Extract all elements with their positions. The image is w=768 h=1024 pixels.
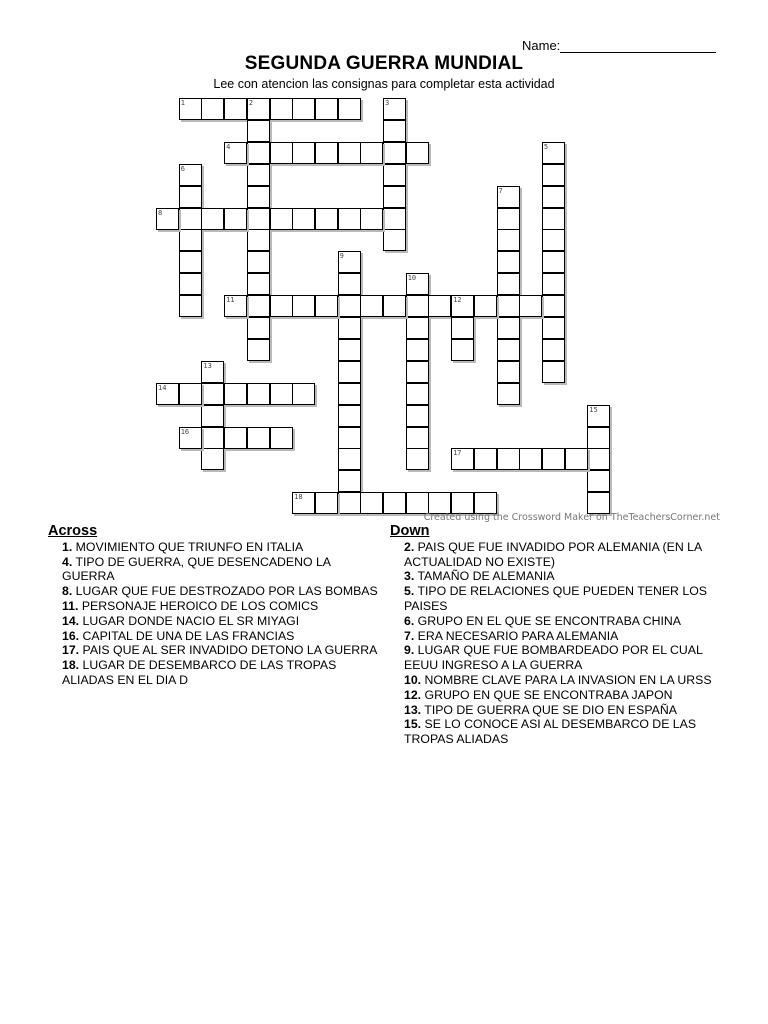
clue-number: 14. (62, 613, 80, 628)
across-clue (48, 614, 378, 629)
crossword-cell[interactable] (497, 317, 520, 339)
crossword-cell[interactable] (224, 98, 247, 120)
crossword-cell[interactable] (338, 273, 361, 295)
crossword-cell[interactable] (315, 295, 338, 317)
down-clue (390, 717, 720, 747)
clue-text: TAMAÑO DE ALEMANIA (414, 569, 555, 584)
clue-number: 13. (404, 702, 422, 717)
clue-text: LUGAR DONDE NACIO EL SR MIYAGI (79, 613, 300, 628)
cell-number: 9 (339, 252, 344, 261)
crossword-cell[interactable] (519, 295, 542, 317)
crossword-cell[interactable] (451, 295, 474, 317)
down-clue (390, 540, 720, 570)
crossword-cell[interactable] (338, 470, 361, 492)
crossword-cell[interactable] (406, 492, 429, 514)
crossword-cell[interactable] (497, 251, 520, 273)
down-clue (390, 584, 720, 614)
clue-text: LUGAR QUE FUE DESTROZADO POR LAS BOMBAS (72, 584, 378, 599)
cell-number: 11 (226, 296, 235, 305)
crossword-cell[interactable] (292, 492, 315, 514)
clue-number: 16. (62, 628, 80, 643)
cell-number: 2 (248, 99, 254, 107)
crossword-cell[interactable] (587, 470, 610, 492)
crossword-cell[interactable] (292, 295, 315, 317)
crossword-cell[interactable] (201, 383, 224, 405)
crossword-cell[interactable] (179, 186, 202, 208)
cell-number: 7 (498, 186, 503, 195)
crossword-cell[interactable] (406, 405, 429, 427)
crossword-cell[interactable] (383, 142, 406, 164)
crossword-cell[interactable] (247, 142, 270, 164)
crossword-cell[interactable] (315, 98, 338, 120)
across-clue (48, 584, 378, 599)
crossword-cell[interactable] (383, 208, 406, 230)
crossword-cell[interactable] (156, 208, 179, 230)
crossword-cell[interactable] (406, 339, 429, 361)
crossword-cell[interactable] (179, 427, 202, 449)
down-heading: Down (390, 523, 430, 539)
crossword-cell[interactable] (179, 164, 202, 186)
clue-number: 7. (404, 628, 415, 643)
crossword-cell[interactable] (247, 229, 270, 251)
crossword-cell[interactable] (201, 405, 224, 427)
crossword-cell[interactable] (270, 142, 293, 164)
crossword-cell[interactable] (292, 142, 315, 164)
cell-number: 3 (385, 99, 390, 107)
crossword-cell[interactable] (270, 295, 293, 317)
crossword-cell[interactable] (542, 142, 565, 164)
crossword-cell[interactable] (497, 448, 520, 470)
cell-number: 5 (543, 142, 549, 151)
across-clues (48, 524, 378, 688)
crossword-cell[interactable] (247, 251, 270, 273)
crossword-cell[interactable] (474, 295, 497, 317)
crossword-cell[interactable] (497, 229, 520, 251)
clue-number: 15. (404, 717, 422, 732)
crossword-cell[interactable] (338, 492, 361, 514)
crossword-cell[interactable] (360, 142, 383, 164)
clue-number: 1. (62, 539, 73, 554)
across-clue (48, 643, 378, 658)
crossword-cell[interactable] (247, 339, 270, 361)
clue-text: GRUPO EN EL QUE SE ENCONTRABA CHINA (414, 613, 681, 628)
crossword-cell[interactable] (497, 273, 520, 295)
down-clue (390, 703, 720, 718)
crossword-cell[interactable] (383, 492, 406, 514)
across-heading: Across (48, 523, 98, 539)
crossword-cell[interactable] (292, 208, 315, 230)
clue-text: TIPO DE GUERRA, QUE DESENCADENO LA GUERRA (62, 554, 331, 584)
crossword-cell[interactable] (201, 427, 224, 449)
clue-number: 12. (404, 687, 422, 702)
crossword-cell[interactable] (451, 317, 474, 339)
crossword-cell[interactable] (587, 492, 610, 514)
crossword-cell[interactable] (497, 361, 520, 383)
cell-number: 14 (158, 383, 167, 392)
crossword-cell[interactable] (315, 208, 338, 230)
crossword-cell[interactable] (224, 427, 247, 449)
clue-number: 17. (62, 643, 80, 658)
cell-number: 4 (226, 142, 231, 151)
clue-text: TIPO DE GUERRA QUE SE DIO EN ESPAÑA (421, 702, 677, 717)
crossword-cell[interactable] (247, 317, 270, 339)
across-clue (48, 555, 378, 585)
cell-number: 13 (203, 361, 212, 370)
down-clue (390, 643, 720, 673)
crossword-cell[interactable] (338, 405, 361, 427)
crossword-cell[interactable] (406, 295, 429, 317)
crossword-cell[interactable] (542, 164, 565, 186)
crossword-cell[interactable] (292, 383, 315, 405)
crossword-cell[interactable] (428, 295, 451, 317)
clue-text: LUGAR QUE FUE BOMBARDEADO POR EL CUAL EEUU INGRESO A LA GUERRA (404, 643, 703, 673)
crossword-cell[interactable] (224, 208, 247, 230)
crossword-cell[interactable] (179, 251, 202, 273)
crossword-cell[interactable] (270, 208, 293, 230)
cell-number: 10 (407, 274, 417, 283)
crossword-cell[interactable] (383, 98, 406, 120)
crossword-cell[interactable] (497, 208, 520, 230)
crossword-cell[interactable] (406, 448, 429, 470)
crossword-cell[interactable] (179, 295, 202, 317)
crossword-cell[interactable] (270, 383, 293, 405)
crossword-cell[interactable] (179, 273, 202, 295)
crossword-cell[interactable] (224, 295, 247, 317)
clue-text: PERSONAJE HEROICO DE LOS COMICS (78, 598, 319, 613)
crossword-cell[interactable] (179, 208, 202, 230)
clue-text: SE LO CONOCE ASI AL DESEMBARCO DE LAS TROPAS ALIADAS (404, 717, 697, 747)
cell-number: 1 (180, 99, 185, 107)
crossword-cell[interactable] (383, 295, 406, 317)
crossword-cell[interactable] (315, 142, 338, 164)
crossword-cell[interactable] (338, 142, 361, 164)
crossword-cell[interactable] (247, 164, 270, 186)
crossword-cell[interactable] (247, 186, 270, 208)
crossword-cell[interactable] (451, 492, 474, 514)
crossword-cell[interactable] (201, 448, 224, 470)
cell-number: 8 (158, 208, 163, 217)
page-subtitle: Lee con atencion las consignas para completar esta actividad (213, 77, 555, 91)
crossword-cell[interactable] (497, 339, 520, 361)
clue-text: GRUPO EN QUE SE ENCONTRABA JAPON (421, 687, 673, 702)
crossword-cell[interactable] (338, 251, 361, 273)
crossword-cell[interactable] (406, 142, 429, 164)
clue-text: PAIS QUE AL SER INVADIDO DETONO LA GUERRA (79, 643, 378, 658)
crossword-cell[interactable] (565, 448, 588, 470)
down-clue (390, 569, 720, 584)
crossword-cell[interactable] (338, 98, 361, 120)
crossword-cell[interactable] (292, 98, 315, 120)
page-title: SEGUNDA GUERRA MUNDIAL (244, 53, 524, 74)
down-clue-list (390, 540, 720, 747)
crossword-cell[interactable] (360, 295, 383, 317)
crossword-cell[interactable] (406, 383, 429, 405)
across-clue-list (48, 540, 378, 688)
crossword-cell[interactable] (338, 295, 361, 317)
clue-text: CAPITAL DE UNA DE LAS FRANCIAS (79, 628, 295, 643)
clue-text: ERA NECESARIO PARA ALEMANIA (414, 628, 619, 643)
name-label: Name: (522, 38, 561, 53)
clue-text: TIPO DE RELACIONES QUE PUEDEN TENER LOS PAISES (404, 584, 707, 613)
crossword-cell[interactable] (451, 339, 474, 361)
clue-text: MOVIMIENTO QUE TRIUNFO EN ITALIA (72, 539, 304, 554)
crossword-cell[interactable] (315, 492, 338, 514)
clue-number: 6. (404, 613, 415, 628)
down-clue (390, 614, 720, 629)
crossword-cell[interactable] (542, 273, 565, 295)
crossword-cell[interactable] (587, 448, 610, 470)
clue-text: LUGAR DE DESEMBARCO DE LAS TROPAS ALIADAS EN EL DIA D (62, 658, 337, 687)
clue-number: 9. (404, 643, 415, 658)
crossword-cell[interactable] (542, 361, 565, 383)
crossword-cell[interactable] (247, 120, 270, 142)
crossword-cell[interactable] (338, 448, 361, 470)
crossword-cell[interactable] (474, 448, 497, 470)
crossword-cell[interactable] (428, 492, 451, 514)
crossword-cell[interactable] (383, 186, 406, 208)
crossword-cell[interactable] (156, 383, 179, 405)
crossword-cell[interactable] (270, 427, 293, 449)
crossword-cell[interactable] (201, 98, 224, 120)
cell-number: 6 (180, 164, 185, 173)
crossword-cell[interactable] (179, 98, 202, 120)
clue-number: 2. (404, 539, 415, 554)
crossword-cell[interactable] (519, 448, 542, 470)
crossword-cell[interactable] (383, 229, 406, 251)
cell-number: 17 (453, 449, 462, 458)
crossword-cell[interactable] (497, 295, 520, 317)
cell-number: 16 (180, 427, 190, 436)
across-clue (48, 599, 378, 614)
clue-text: NOMBRE CLAVE PARA LA INVASION EN LA URSS (421, 672, 712, 687)
crossword-cell[interactable] (451, 448, 474, 470)
crossword-cell[interactable] (338, 427, 361, 449)
clue-number: 5. (404, 584, 415, 599)
credit-text: Created using the Crossword Maker on TheTeachersCorner.net (423, 512, 720, 523)
crossword-cell[interactable] (270, 98, 293, 120)
crossword-cell[interactable] (247, 383, 270, 405)
crossword-cell[interactable] (224, 142, 247, 164)
crossword-cell[interactable] (338, 317, 361, 339)
clue-text: PAIS QUE FUE INVADIDO POR ALEMANIA (EN LA ACTUALIDAD NO EXISTE) (404, 539, 702, 569)
crossword-cell[interactable] (179, 383, 202, 405)
crossword-cell[interactable] (224, 383, 247, 405)
crossword-cell[interactable] (587, 427, 610, 449)
across-clue (48, 658, 378, 688)
clue-number: 8. (62, 584, 73, 599)
crossword-cell[interactable] (406, 273, 429, 295)
crossword-cell[interactable] (542, 448, 565, 470)
crossword-cell[interactable] (542, 208, 565, 230)
crossword-cell[interactable] (497, 383, 520, 405)
clue-number: 4. (62, 554, 73, 569)
crossword-cell[interactable] (201, 361, 224, 383)
clue-number: 18. (62, 658, 80, 673)
crossword-cell[interactable] (338, 339, 361, 361)
crossword-cell[interactable] (338, 383, 361, 405)
crossword-cell[interactable] (542, 295, 565, 317)
crossword-cell[interactable] (247, 427, 270, 449)
crossword-cell[interactable] (247, 273, 270, 295)
crossword-cell[interactable] (542, 317, 565, 339)
cell-number: 12 (453, 296, 462, 305)
crossword-cell[interactable] (338, 208, 361, 230)
crossword-cell[interactable] (474, 492, 497, 514)
down-clue (390, 629, 720, 644)
clue-number: 11. (62, 598, 79, 613)
crossword-cell[interactable] (587, 405, 610, 427)
crossword-cell[interactable] (338, 361, 361, 383)
crossword-cell[interactable] (542, 339, 565, 361)
crossword-cell[interactable] (542, 186, 565, 208)
cell-number: 18 (294, 493, 303, 502)
crossword-cell[interactable] (201, 208, 224, 230)
crossword-cell[interactable] (383, 164, 406, 186)
crossword-cell[interactable] (406, 361, 429, 383)
crossword-cell[interactable] (179, 229, 202, 251)
across-clue (48, 629, 378, 644)
across-clue (48, 540, 378, 555)
crossword-cell[interactable] (247, 98, 270, 120)
crossword-cell[interactable] (406, 427, 429, 449)
crossword-cell[interactable] (247, 295, 270, 317)
crossword-cell[interactable] (360, 208, 383, 230)
crossword-cell[interactable] (542, 229, 565, 251)
crossword-cell[interactable] (542, 251, 565, 273)
clue-number: 3. (404, 569, 415, 584)
crossword-cell[interactable] (383, 120, 406, 142)
down-clue (390, 673, 720, 688)
down-clues (390, 524, 720, 747)
crossword-cell[interactable] (406, 317, 429, 339)
cell-number: 15 (589, 405, 598, 414)
crossword-cell[interactable] (497, 186, 520, 208)
crossword-cell[interactable] (360, 492, 383, 514)
clue-number: 10. (404, 672, 422, 687)
crossword-cell[interactable] (247, 208, 270, 230)
down-clue (390, 688, 720, 703)
